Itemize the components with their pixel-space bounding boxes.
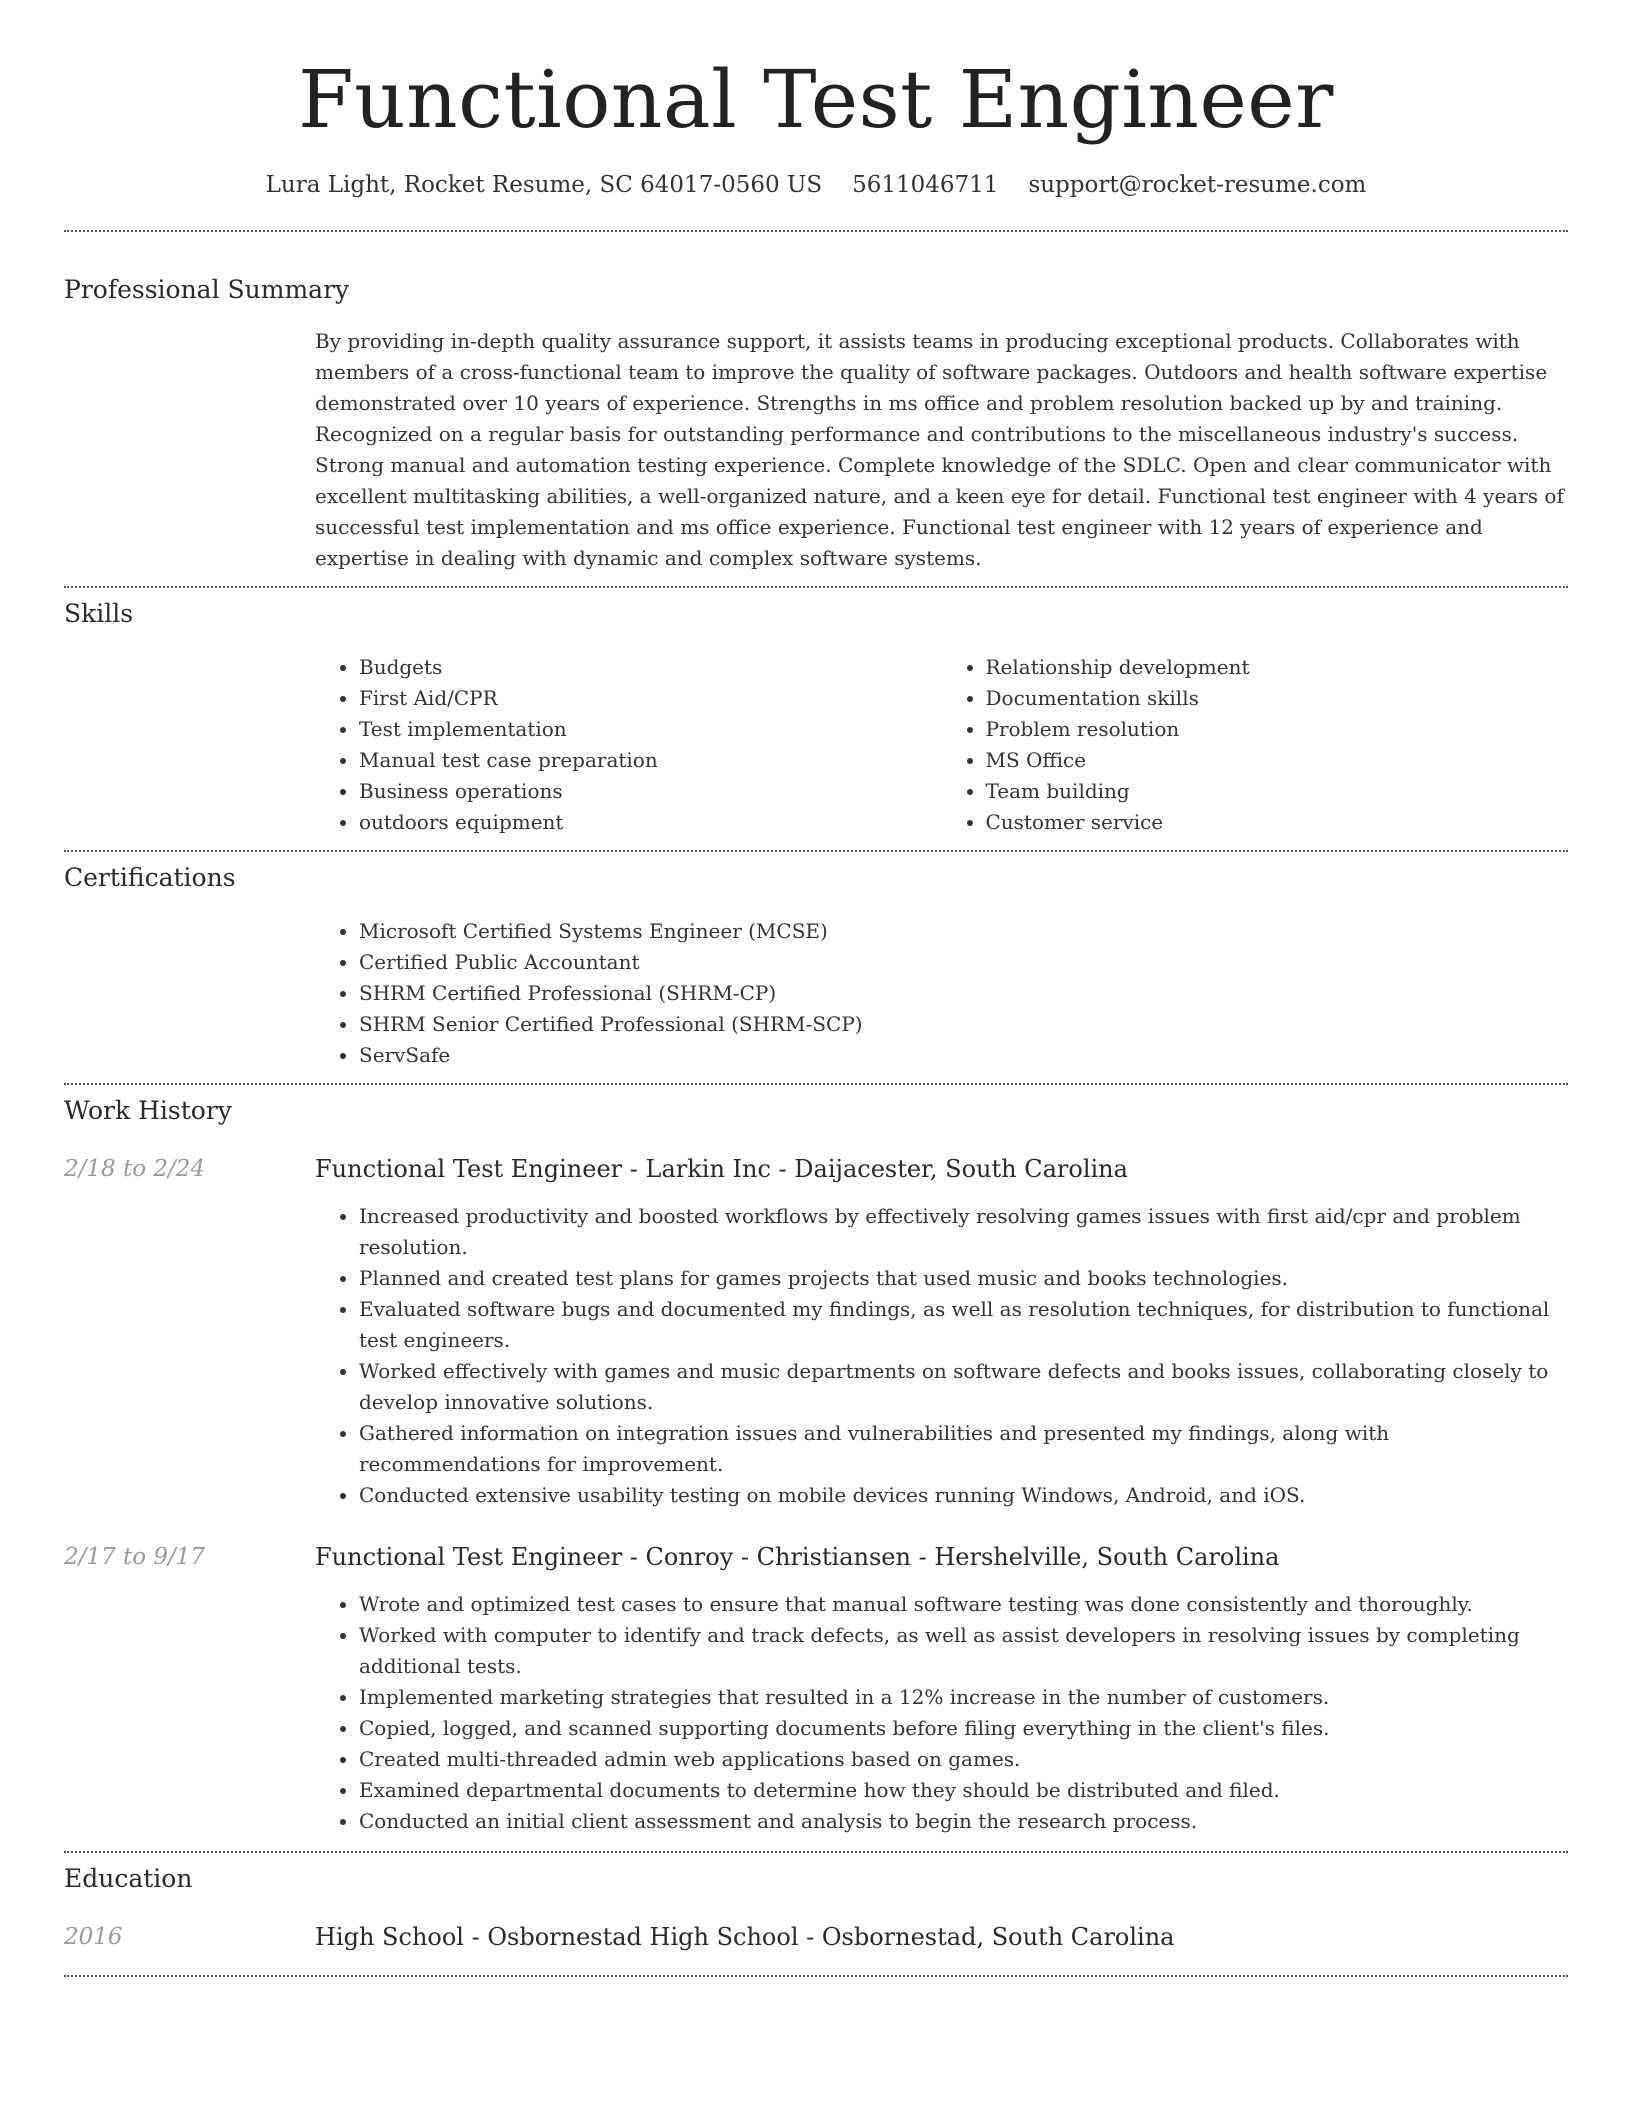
job-title: Functional Test Engineer - Larkin Inc - Daijacester, South Carolina xyxy=(315,1155,1128,1183)
job-bullet: • Created multi-threaded admin web applications based on games. xyxy=(359,1744,1568,1775)
job-bullet: • Copied, logged, and scanned supporting documents before filing everything in the client's files. xyxy=(359,1713,1568,1744)
skill-item: • First Aid/CPR xyxy=(359,683,942,714)
job-bullet: • Conducted an initial client assessment and analysis to begin the research process. xyxy=(359,1806,1568,1837)
education-section xyxy=(64,1863,1568,1953)
education-date: 2016 xyxy=(64,1924,123,1950)
skill-item: • Relationship development xyxy=(986,652,1569,683)
education-heading: Education xyxy=(64,1864,193,1893)
job-bullet: • Wrote and optimized test cases to ensure that manual software testing was done consistently and thoroughly. xyxy=(359,1589,1568,1620)
skills-content xyxy=(315,652,1568,838)
certification-item: • ServSafe xyxy=(359,1040,1568,1071)
certifications-heading: Certifications xyxy=(64,863,236,892)
job-bullet: • Worked with computer to identify and track defects, as well as assist developers in resolving issues by completing additional tests. xyxy=(359,1620,1568,1682)
skill-item: • outdoors equipment xyxy=(359,807,942,838)
certification-item: • Certified Public Accountant xyxy=(359,947,1568,978)
certification-item: • SHRM Senior Certified Professional (SHRM-SCP) xyxy=(359,1009,1568,1040)
divider xyxy=(64,230,1568,232)
divider xyxy=(64,1851,1568,1853)
skills-section xyxy=(64,598,1568,838)
summary-text: By providing in-depth quality assurance support, it assists teams in producing exceptional products. Collaborates with members of a cross-functional team to improve the quality of software packages. Outdoors and health software expertise demonstrated over 10 years of experience. Strengths in ms office and problem resolution backed up by and training. Recognized on a regular basis for outstanding performance and contributions to the miscellaneous industry's success. Strong manual and automation testing experience. Complete knowledge of the SDLC. Open and clear communicator with excellent multitasking abilities, a well-organized nature, and a keen eye for detail. Functional test engineer with 4 years of successful test implementation and ms office experience. Functional test engineer with 12 years of experience and expertise in dealing with dynamic and complex software systems. xyxy=(315,329,1564,570)
skills-heading: Skills xyxy=(64,599,134,628)
summary-section xyxy=(64,274,1568,574)
education-title: High School - Osbornestad High School - Osbornestad, South Carolina xyxy=(315,1923,1175,1951)
certifications-section xyxy=(64,862,1568,1071)
skill-item: • Customer service xyxy=(986,807,1569,838)
divider xyxy=(64,586,1568,588)
skill-item: • Test implementation xyxy=(359,714,942,745)
job-bullet: • Conducted extensive usability testing on mobile devices running Windows, Android, and iOS. xyxy=(359,1480,1568,1511)
divider xyxy=(64,1975,1568,1977)
summary-content xyxy=(315,326,1568,574)
work-heading: Work History xyxy=(64,1096,232,1125)
certifications-content xyxy=(315,916,1568,1071)
skill-item: • Manual test case preparation xyxy=(359,745,942,776)
job-date: 2/18 to 2/24 xyxy=(64,1156,206,1182)
divider xyxy=(64,850,1568,852)
job-date: 2/17 to 9/17 xyxy=(64,1544,206,1570)
job-bullet: • Gathered information on integration issues and vulnerabilities and presented my findings, along with recommendations for improvement. xyxy=(359,1418,1568,1480)
skill-item: • Documentation skills xyxy=(986,683,1569,714)
certification-item: • SHRM Certified Professional (SHRM-CP) xyxy=(359,978,1568,1009)
education-entry xyxy=(64,1921,1568,1953)
job-bullet: • Evaluated software bugs and documented my findings, as well as resolution techniques, for distribution to functional test engineers. xyxy=(359,1294,1568,1356)
skills-column-2 xyxy=(942,652,1569,838)
skill-item: • Budgets xyxy=(359,652,942,683)
skill-item: • MS Office xyxy=(986,745,1569,776)
job-bullet: • Increased productivity and boosted workflows by effectively resolving games issues with first aid/cpr and problem resolution. xyxy=(359,1201,1568,1263)
contact-address: Lura Light, Rocket Resume, SC 64017-0560 US xyxy=(265,172,823,198)
contact-line xyxy=(64,170,1568,200)
skill-item: • Problem resolution xyxy=(986,714,1569,745)
skills-column-1 xyxy=(315,652,942,838)
job-bullet: • Examined departmental documents to determine how they should be distributed and filed. xyxy=(359,1775,1568,1806)
summary-heading: Professional Summary xyxy=(64,275,350,304)
job-entry xyxy=(64,1541,1568,1837)
contact-email: support@rocket-resume.com xyxy=(1028,172,1367,198)
job-details xyxy=(315,1201,1568,1511)
divider xyxy=(64,1083,1568,1085)
job-bullets xyxy=(315,1201,1568,1511)
job-entry xyxy=(64,1153,1568,1511)
resume-name: Functional Test Engineer xyxy=(298,53,1334,146)
certification-item: • Microsoft Certified Systems Engineer (MCSE) xyxy=(359,916,1568,947)
job-bullet: • Implemented marketing strategies that resulted in a 12% increase in the number of customers. xyxy=(359,1682,1568,1713)
job-details xyxy=(315,1589,1568,1837)
job-bullet: • Worked effectively with games and music departments on software defects and books issues, collaborating closely to develop innovative solutions. xyxy=(359,1356,1568,1418)
contact-phone: 5611046711 xyxy=(852,172,999,198)
skill-item: • Team building xyxy=(986,776,1569,807)
job-bullets xyxy=(315,1589,1568,1837)
job-title: Functional Test Engineer - Conroy - Christiansen - Hershelville, South Carolina xyxy=(315,1543,1280,1571)
skill-item: • Business operations xyxy=(359,776,942,807)
resume-page xyxy=(64,0,1568,1977)
job-bullet: • Planned and created test plans for games projects that used music and books technologies. xyxy=(359,1263,1568,1294)
work-section xyxy=(64,1095,1568,1837)
certifications-list xyxy=(315,916,1568,1071)
